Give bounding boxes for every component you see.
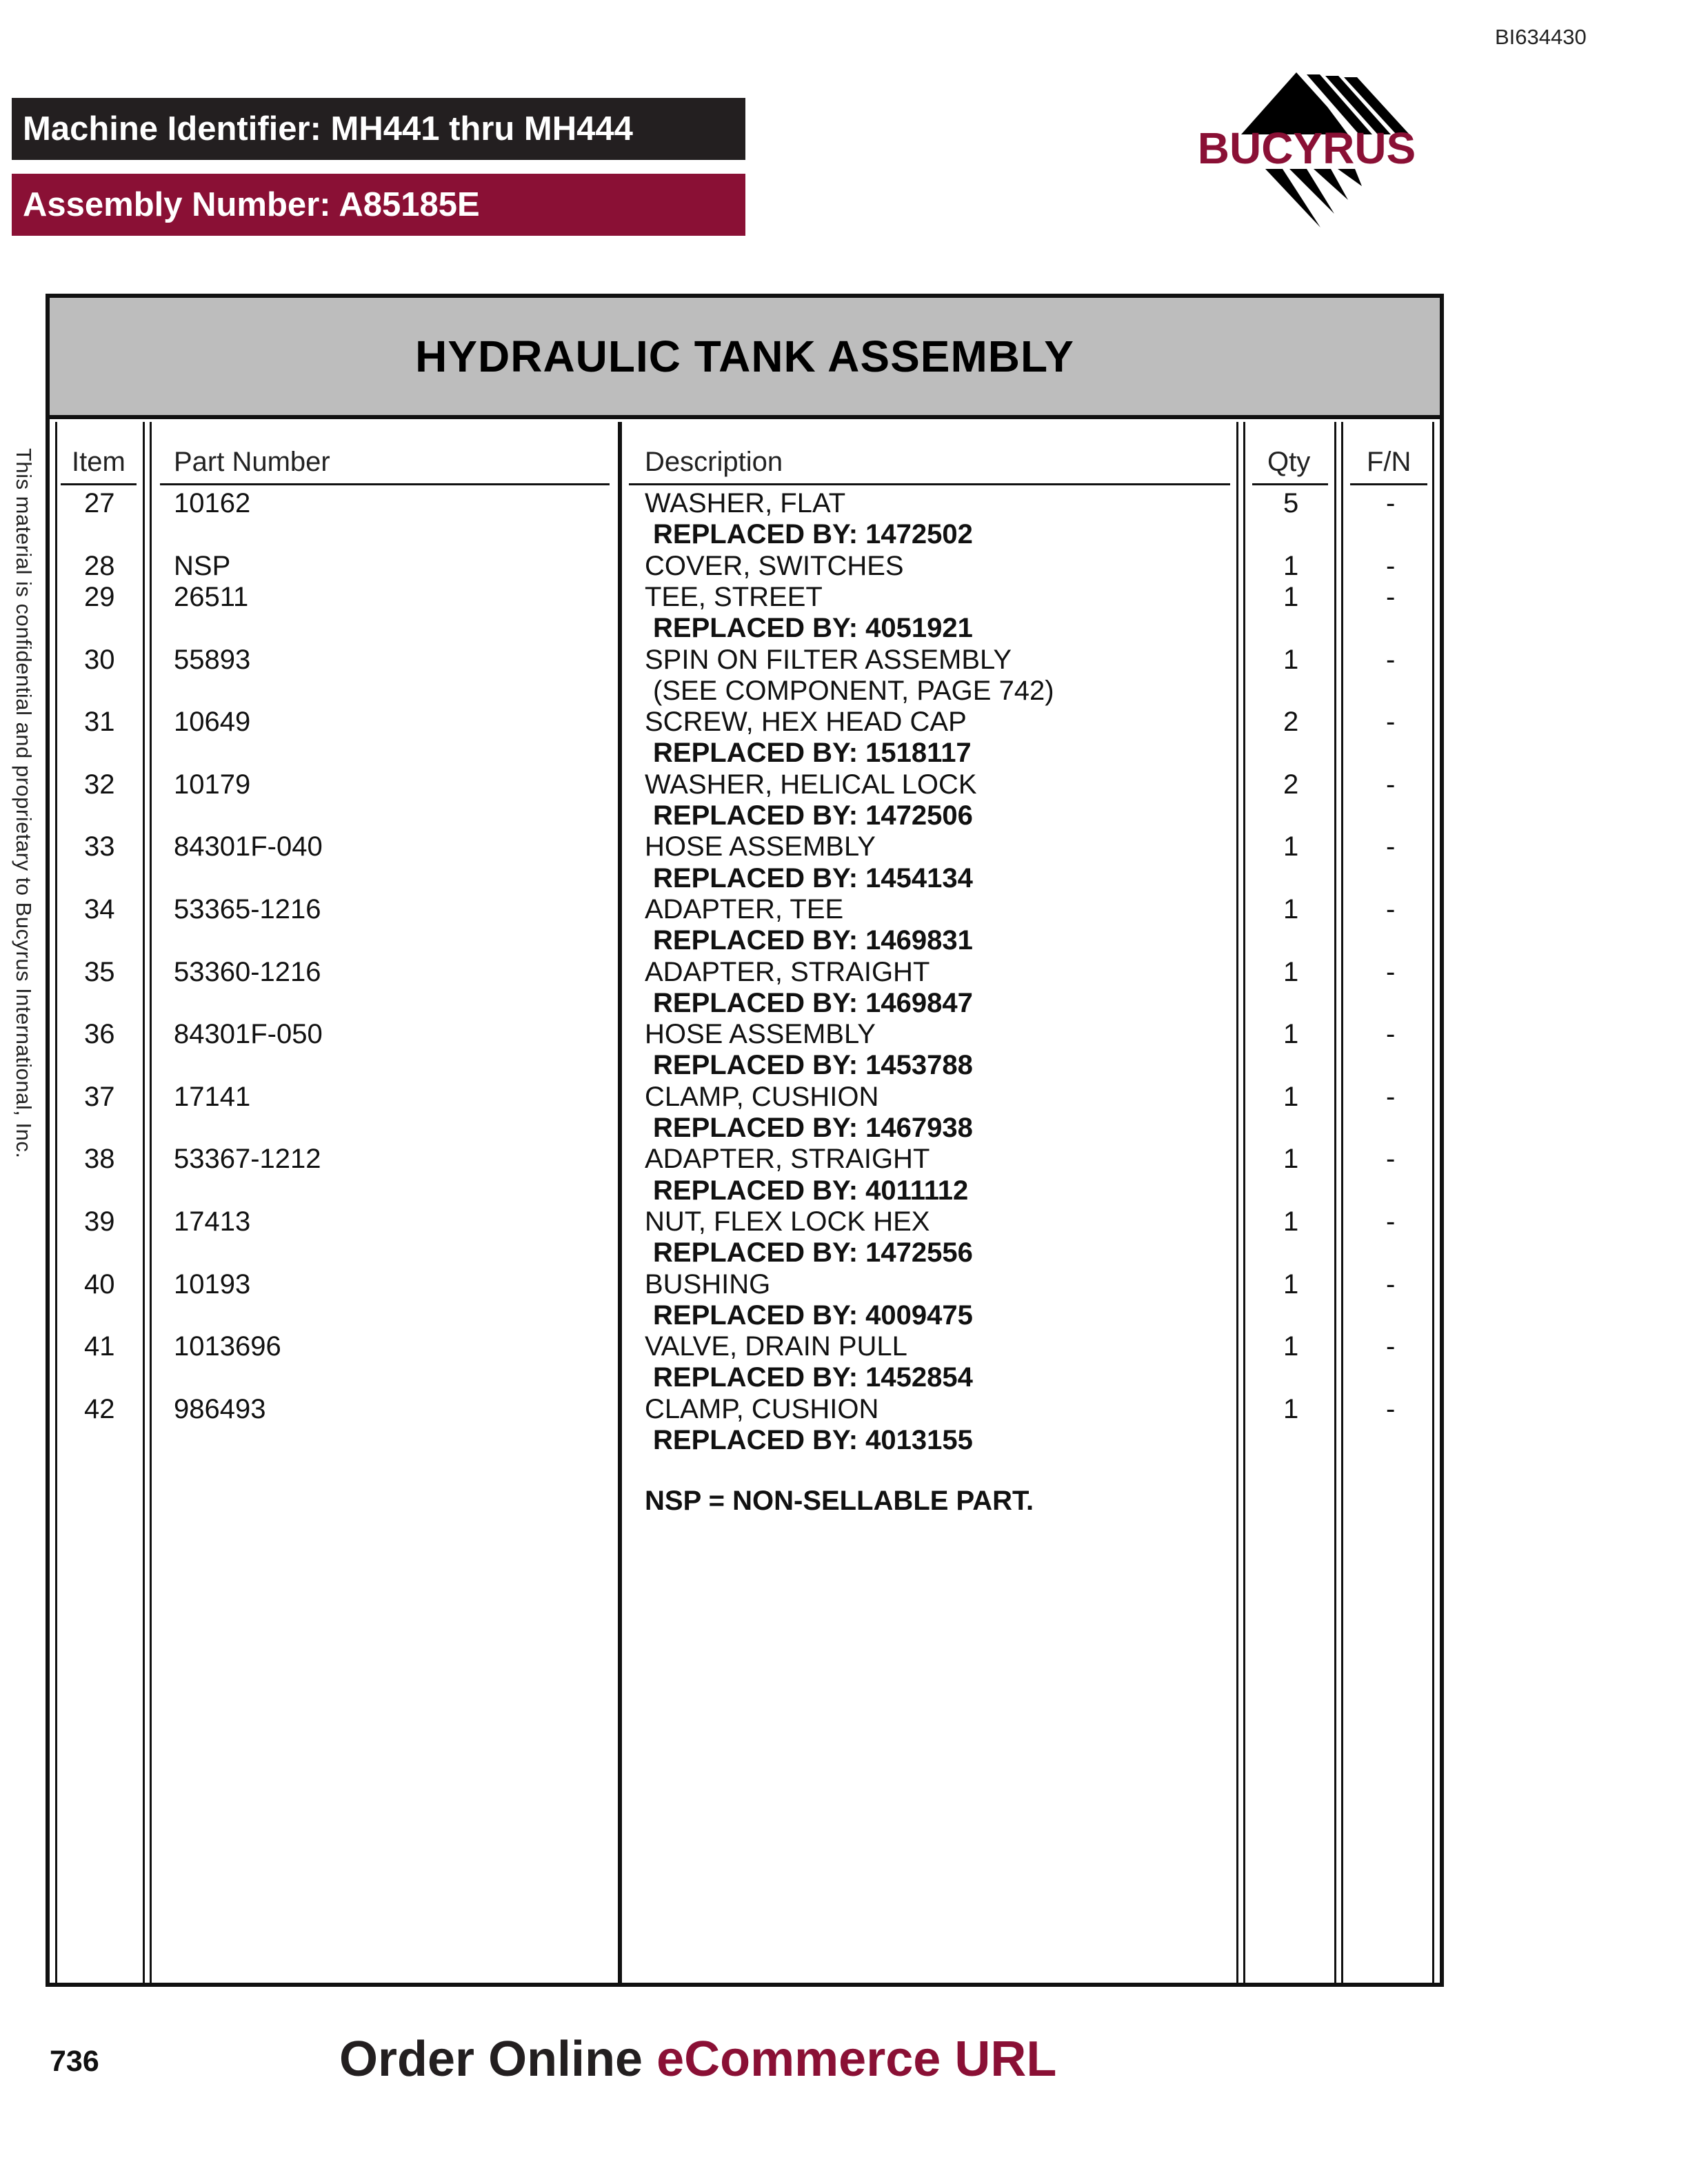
replacement-row — [0, 1300, 1688, 1331]
confidentiality-text: This material is confidential and proprietary to Bucyrus International, Inc. — [12, 448, 36, 1159]
replaced-by-note: REPLACED BY: 4013155 — [653, 1425, 973, 1455]
part-description: ADAPTER, STRAIGHT — [645, 1144, 930, 1175]
table-row — [0, 1144, 1688, 1175]
table-row — [0, 1082, 1688, 1113]
item-number: 32 — [84, 769, 115, 800]
item-number: 29 — [84, 581, 115, 612]
part-number: 1013696 — [174, 1331, 281, 1362]
part-description: ADAPTER, STRAIGHT — [645, 956, 930, 987]
quantity: 1 — [1283, 1019, 1299, 1050]
logo-wordmark: BUCYRUS — [1197, 123, 1416, 173]
replaced-by-note: REPLACED BY: 4011112 — [653, 1175, 969, 1206]
part-description: CLAMP, CUSHION — [645, 1393, 879, 1424]
replacement-row — [0, 1237, 1688, 1268]
fn-value: - — [1386, 1144, 1396, 1175]
item-number: 27 — [84, 488, 115, 518]
part-description: HOSE ASSEMBLY — [645, 1019, 876, 1050]
fn-value: - — [1386, 1393, 1396, 1424]
table-row — [0, 1019, 1688, 1050]
fn-value: - — [1386, 769, 1396, 800]
quantity: 1 — [1283, 1331, 1299, 1362]
header-underline-fn — [1350, 483, 1427, 485]
replacement-row — [0, 613, 1688, 644]
replaced-by-note: REPLACED BY: 1469847 — [653, 987, 973, 1018]
fn-value: - — [1386, 1081, 1396, 1112]
table-row — [0, 894, 1688, 925]
fn-value: - — [1386, 550, 1396, 581]
header-underline-qty — [1252, 483, 1328, 485]
table-row — [0, 831, 1688, 862]
fn-value: - — [1386, 1268, 1396, 1300]
order-online-footer — [339, 2031, 1056, 2087]
quantity: 1 — [1283, 893, 1299, 924]
quantity: 1 — [1283, 581, 1299, 612]
table-row — [0, 645, 1688, 676]
part-description: BUSHING — [645, 1268, 771, 1300]
quantity: 1 — [1283, 956, 1299, 987]
table-row — [0, 488, 1688, 519]
item-number: 33 — [84, 831, 115, 862]
table-row — [0, 957, 1688, 988]
item-number: 36 — [84, 1019, 115, 1050]
replaced-by-note: REPLACED BY: 4051921 — [653, 613, 973, 644]
item-number: 37 — [84, 1081, 115, 1112]
fn-value: - — [1386, 707, 1396, 738]
part-description: CLAMP, CUSHION — [645, 1081, 879, 1112]
header-fn: F/N — [1367, 447, 1411, 477]
item-number: 40 — [84, 1268, 115, 1300]
part-number: 986493 — [174, 1393, 266, 1424]
part-number: 17141 — [174, 1081, 251, 1112]
replaced-by-note: REPLACED BY: 1472556 — [653, 1237, 973, 1268]
nsp-note: NSP = NON-SELLABLE PART. — [645, 1486, 1034, 1516]
item-number: 35 — [84, 956, 115, 987]
table-row — [0, 769, 1688, 800]
table-row — [0, 1206, 1688, 1237]
page-number: 736 — [50, 2045, 99, 2078]
item-number: 31 — [84, 707, 115, 738]
part-description: WASHER, FLAT — [645, 488, 846, 518]
replaced-by-note: REPLACED BY: 1472502 — [653, 519, 973, 550]
replaced-by-note: REPLACED BY: 1452854 — [653, 1362, 973, 1393]
header-qty: Qty — [1267, 447, 1311, 477]
replaced-by-note: REPLACED BY: 4009475 — [653, 1300, 973, 1331]
part-number: 26511 — [174, 581, 249, 612]
header-underline-item — [61, 483, 137, 485]
part-number: 17413 — [174, 1206, 251, 1237]
replaced-by-note: REPLACED BY: 1472506 — [653, 800, 973, 831]
replacement-row — [0, 519, 1688, 550]
quantity: 2 — [1283, 769, 1299, 800]
part-number: 53365-1216 — [174, 893, 321, 924]
quantity: 1 — [1283, 550, 1299, 581]
assembly-number-bar: Assembly Number: A85185E — [12, 174, 745, 236]
part-number: 53367-1212 — [174, 1144, 321, 1175]
header-item: Item — [72, 447, 125, 477]
part-description: SCREW, HEX HEAD CAP — [645, 707, 967, 738]
fn-value: - — [1386, 1206, 1396, 1237]
part-number: NSP — [174, 550, 231, 581]
page-title: HYDRAULIC TANK ASSEMBLY — [415, 332, 1074, 381]
part-number: 10179 — [174, 769, 251, 800]
table-title-band — [50, 298, 1440, 419]
quantity: 1 — [1283, 1144, 1299, 1175]
part-number: 84301F-040 — [174, 831, 323, 862]
replacement-row — [0, 1050, 1688, 1081]
document-id: BI634430 — [1495, 25, 1587, 49]
item-number: 34 — [84, 893, 115, 924]
fn-value: - — [1386, 831, 1396, 862]
part-description: VALVE, DRAIN PULL — [645, 1331, 907, 1362]
part-number: 10162 — [174, 488, 251, 518]
table-row — [0, 707, 1688, 738]
part-description: NUT, FLEX LOCK HEX — [645, 1206, 930, 1237]
part-number: 55893 — [174, 644, 251, 675]
replacement-row — [0, 988, 1688, 1019]
part-number: 53360-1216 — [174, 956, 321, 987]
quantity: 1 — [1283, 1393, 1299, 1424]
header-part-number: Part Number — [174, 447, 330, 477]
header-underline-desc — [629, 483, 1230, 485]
fn-value: - — [1386, 893, 1396, 924]
quantity: 1 — [1283, 1206, 1299, 1237]
order-online-text: Order Online — [339, 2032, 643, 2087]
replaced-by-note: REPLACED BY: 1518117 — [653, 738, 972, 769]
table-row — [0, 1394, 1688, 1425]
component-reference: (SEE COMPONENT, PAGE 742) — [653, 675, 1054, 706]
replaced-by-note: REPLACED BY: 1454134 — [653, 862, 973, 893]
item-number: 38 — [84, 1144, 115, 1175]
item-number: 30 — [84, 644, 115, 675]
item-number: 42 — [84, 1393, 115, 1424]
ecommerce-url-link[interactable]: eCommerce URL — [656, 2032, 1057, 2087]
quantity: 1 — [1283, 644, 1299, 675]
replaced-by-note: REPLACED BY: 1467938 — [653, 1113, 973, 1143]
quantity: 1 — [1283, 1081, 1299, 1112]
quantity: 2 — [1283, 707, 1299, 738]
replacement-row — [0, 863, 1688, 894]
replaced-by-note: REPLACED BY: 1453788 — [653, 1050, 973, 1081]
part-number: 10193 — [174, 1268, 251, 1300]
part-description: ADAPTER, TEE — [645, 893, 844, 924]
replacement-row — [0, 1175, 1688, 1206]
fn-value: - — [1386, 488, 1396, 518]
replacement-row — [0, 1113, 1688, 1144]
component-reference-row — [0, 676, 1688, 707]
quantity: 5 — [1283, 488, 1299, 518]
item-number: 41 — [84, 1331, 115, 1362]
replacement-row — [0, 800, 1688, 831]
bucyrus-logo-graphic — [1165, 69, 1448, 241]
replaced-by-note: REPLACED BY: 1469831 — [653, 925, 973, 956]
item-number: 39 — [84, 1206, 115, 1237]
replacement-row — [0, 1362, 1688, 1393]
header-description: Description — [645, 447, 783, 477]
part-description: HOSE ASSEMBLY — [645, 831, 876, 862]
replacement-row — [0, 738, 1688, 769]
part-number: 10649 — [174, 707, 251, 738]
replacement-row — [0, 925, 1688, 956]
part-number: 84301F-050 — [174, 1019, 323, 1050]
part-description: SPIN ON FILTER ASSEMBLY — [645, 644, 1012, 675]
quantity: 1 — [1283, 1268, 1299, 1300]
item-number: 28 — [84, 550, 115, 581]
table-row — [0, 582, 1688, 613]
table-row — [0, 1331, 1688, 1362]
fn-value: - — [1386, 581, 1396, 612]
quantity: 1 — [1283, 831, 1299, 862]
part-description: WASHER, HELICAL LOCK — [645, 769, 977, 800]
table-row — [0, 1269, 1688, 1300]
bucyrus-logo — [1165, 69, 1448, 241]
fn-value: - — [1386, 1331, 1396, 1362]
table-row — [0, 551, 1688, 582]
machine-identifier-bar: Machine Identifier: MH441 thru MH444 — [12, 98, 745, 160]
header-underline-part — [160, 483, 610, 485]
fn-value: - — [1386, 1019, 1396, 1050]
replacement-row — [0, 1425, 1688, 1456]
part-description: COVER, SWITCHES — [645, 550, 904, 581]
fn-value: - — [1386, 956, 1396, 987]
part-description: TEE, STREET — [645, 581, 823, 612]
fn-value: - — [1386, 644, 1396, 675]
